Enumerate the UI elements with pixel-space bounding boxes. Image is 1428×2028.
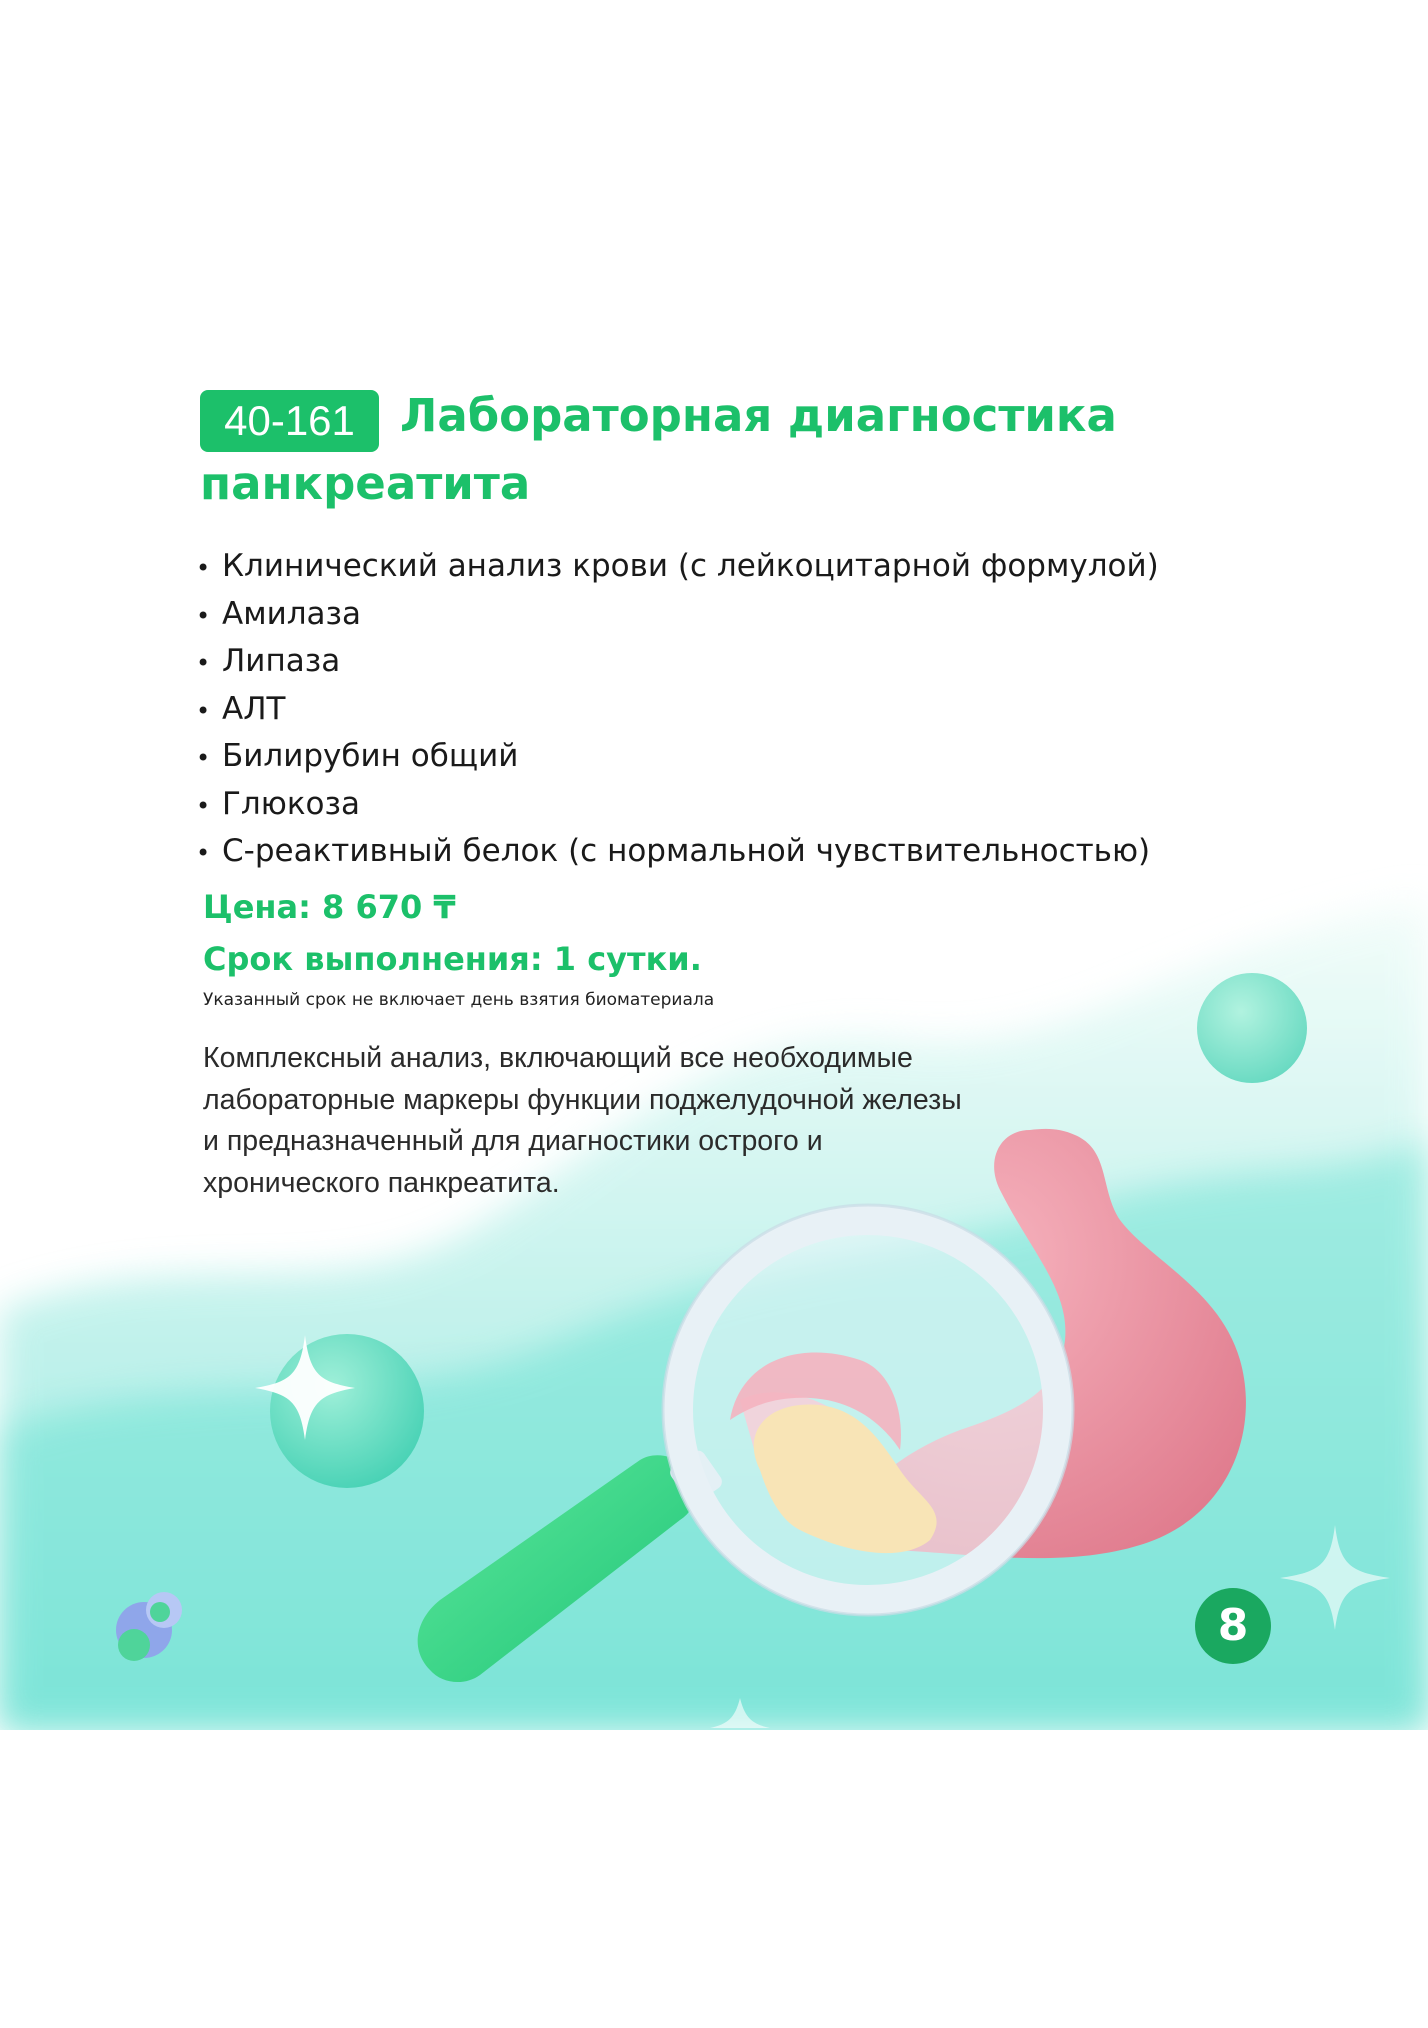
- bullet-icon: •: [196, 649, 211, 677]
- test-items-list: [196, 544, 1159, 877]
- list-item-label: Билирубин общий: [222, 738, 519, 774]
- bullet-icon: •: [196, 744, 211, 772]
- price-label: Цена: 8 670 ₸: [203, 888, 456, 926]
- turnaround-label: Срок выполнения: 1 сутки.: [203, 940, 702, 978]
- list-item: [196, 687, 1159, 735]
- list-item-label: С-реактивный белок (с нормальной чувствительностью): [222, 833, 1151, 869]
- bullet-icon: •: [196, 791, 211, 820]
- list-item: [196, 829, 1159, 877]
- bubble-icon: [270, 1334, 424, 1488]
- bubble-icon: [118, 1629, 150, 1661]
- list-item: [196, 782, 1159, 830]
- list-item: [196, 544, 1159, 592]
- bullet-icon: •: [196, 601, 211, 630]
- test-description: Комплексный анализ, включающий все необходимые лабораторные маркеры функции поджелудочной железы и предназначенный для диагностики острого и хронического панкреатита.: [203, 1042, 962, 1199]
- bullet-icon: •: [196, 554, 211, 582]
- list-item: [196, 639, 1159, 687]
- list-item: [196, 592, 1159, 640]
- bullet-icon: •: [196, 839, 211, 867]
- list-item-label: Липаза: [222, 643, 341, 679]
- list-item-label: АЛТ: [222, 690, 286, 727]
- page-number-badge: 8: [1195, 1588, 1271, 1664]
- test-title: Лабораторная диагностика панкреатита: [200, 389, 1117, 510]
- bullet-icon: •: [196, 696, 211, 725]
- list-item: [196, 734, 1159, 782]
- list-item-label: Глюкоза: [222, 785, 360, 822]
- test-code-badge: 40-161: [200, 390, 379, 452]
- test-card: [0, 300, 1428, 1730]
- turnaround-note: Указанный срок не включает день взятия биоматериала: [203, 990, 715, 1010]
- bubble-icon: [150, 1602, 170, 1622]
- bubble-icon: [1197, 973, 1307, 1083]
- list-item-label: Клинический анализ крови (с лейкоцитарной формулой): [222, 548, 1159, 584]
- list-item-label: Амилаза: [222, 595, 362, 632]
